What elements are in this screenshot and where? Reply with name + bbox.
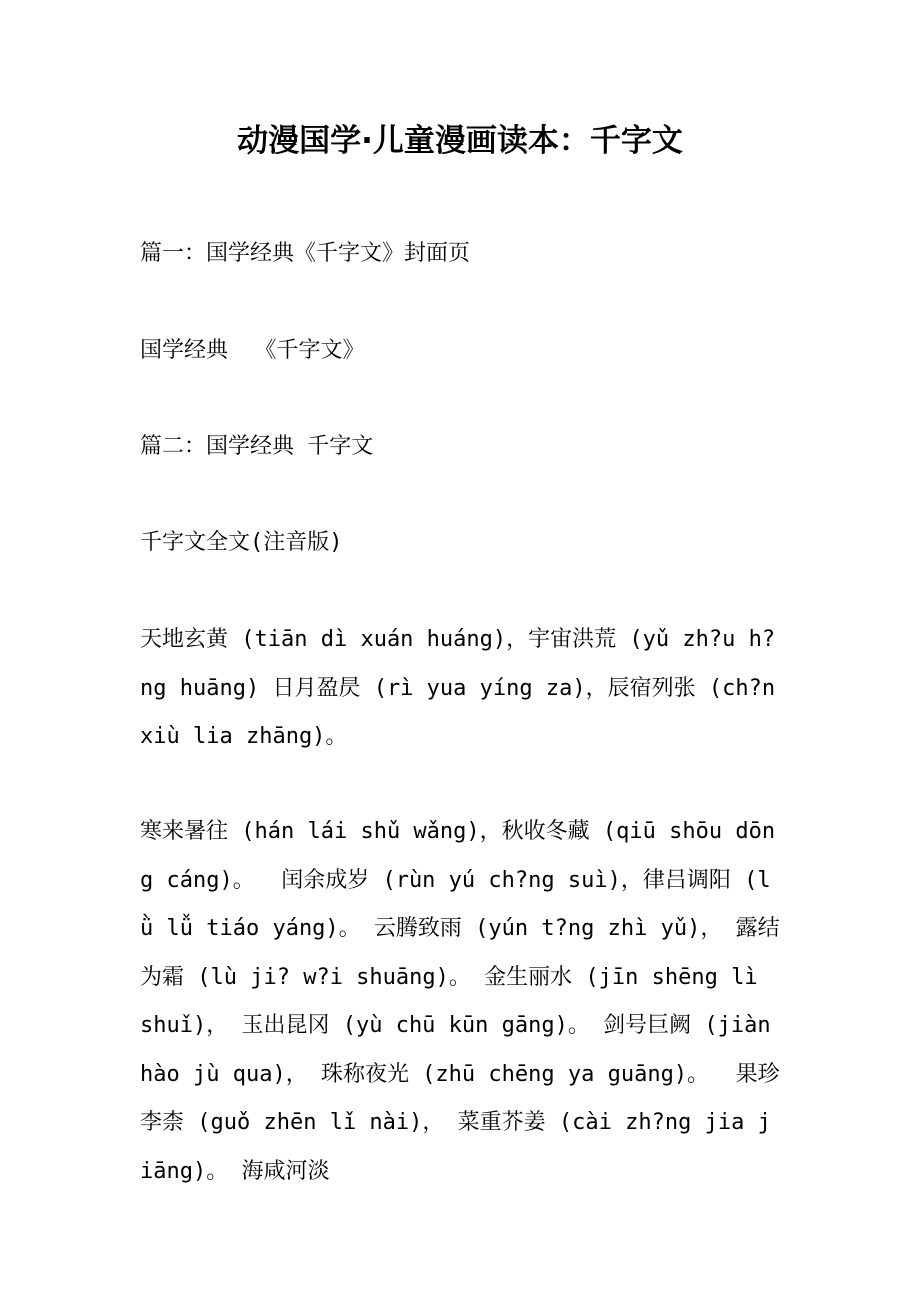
section-heading-2: 篇二：国学经典 千字文 <box>140 434 374 459</box>
section-heading-1: 篇一：国学经典《千字文》封面页 <box>140 241 471 266</box>
cover-text: 国学经典 《千字文》 <box>140 338 365 363</box>
text-paragraph: 天地玄黄 (tiān dì xuán huáng)，宇宙洪荒 (yǔ zh?u h?ng huāng) 日月盈昃 (rì yua yíng za)，辰宿列张 (ch?n xiù lia zhāng)。 <box>140 627 789 749</box>
full-text-heading: 千字文全文(注音版) <box>140 530 343 555</box>
text-paragraph: 寒来暑往 (hán lái shǔ wǎng)，秋收冬藏 (qiū shōu dōng cáng)。 闰余成岁 (rùn yú ch?ng suì)，律吕调阳 (lǜ lǚ tiáo yáng)。 云腾致雨 (yún t?ng zhì yǔ)， 露结为霜 (lù ji? w?i shuāng)。 金生丽水 (jīn shēng lì shuǐ)， 玉出昆冈 (yù chū kūn gāng)。 剑号巨阙 (jiàn hào jù qua)， 珠称夜光 (zhū chēng ya guāng)。 果珍李柰 (guǒ zhēn lǐ nài)， 菜重芥姜 (cài zh?ng jia jiāng)。 海咸河淡 <box>140 819 784 1184</box>
document-title: 动漫国学·儿童漫画读本：千字文 <box>237 123 683 159</box>
